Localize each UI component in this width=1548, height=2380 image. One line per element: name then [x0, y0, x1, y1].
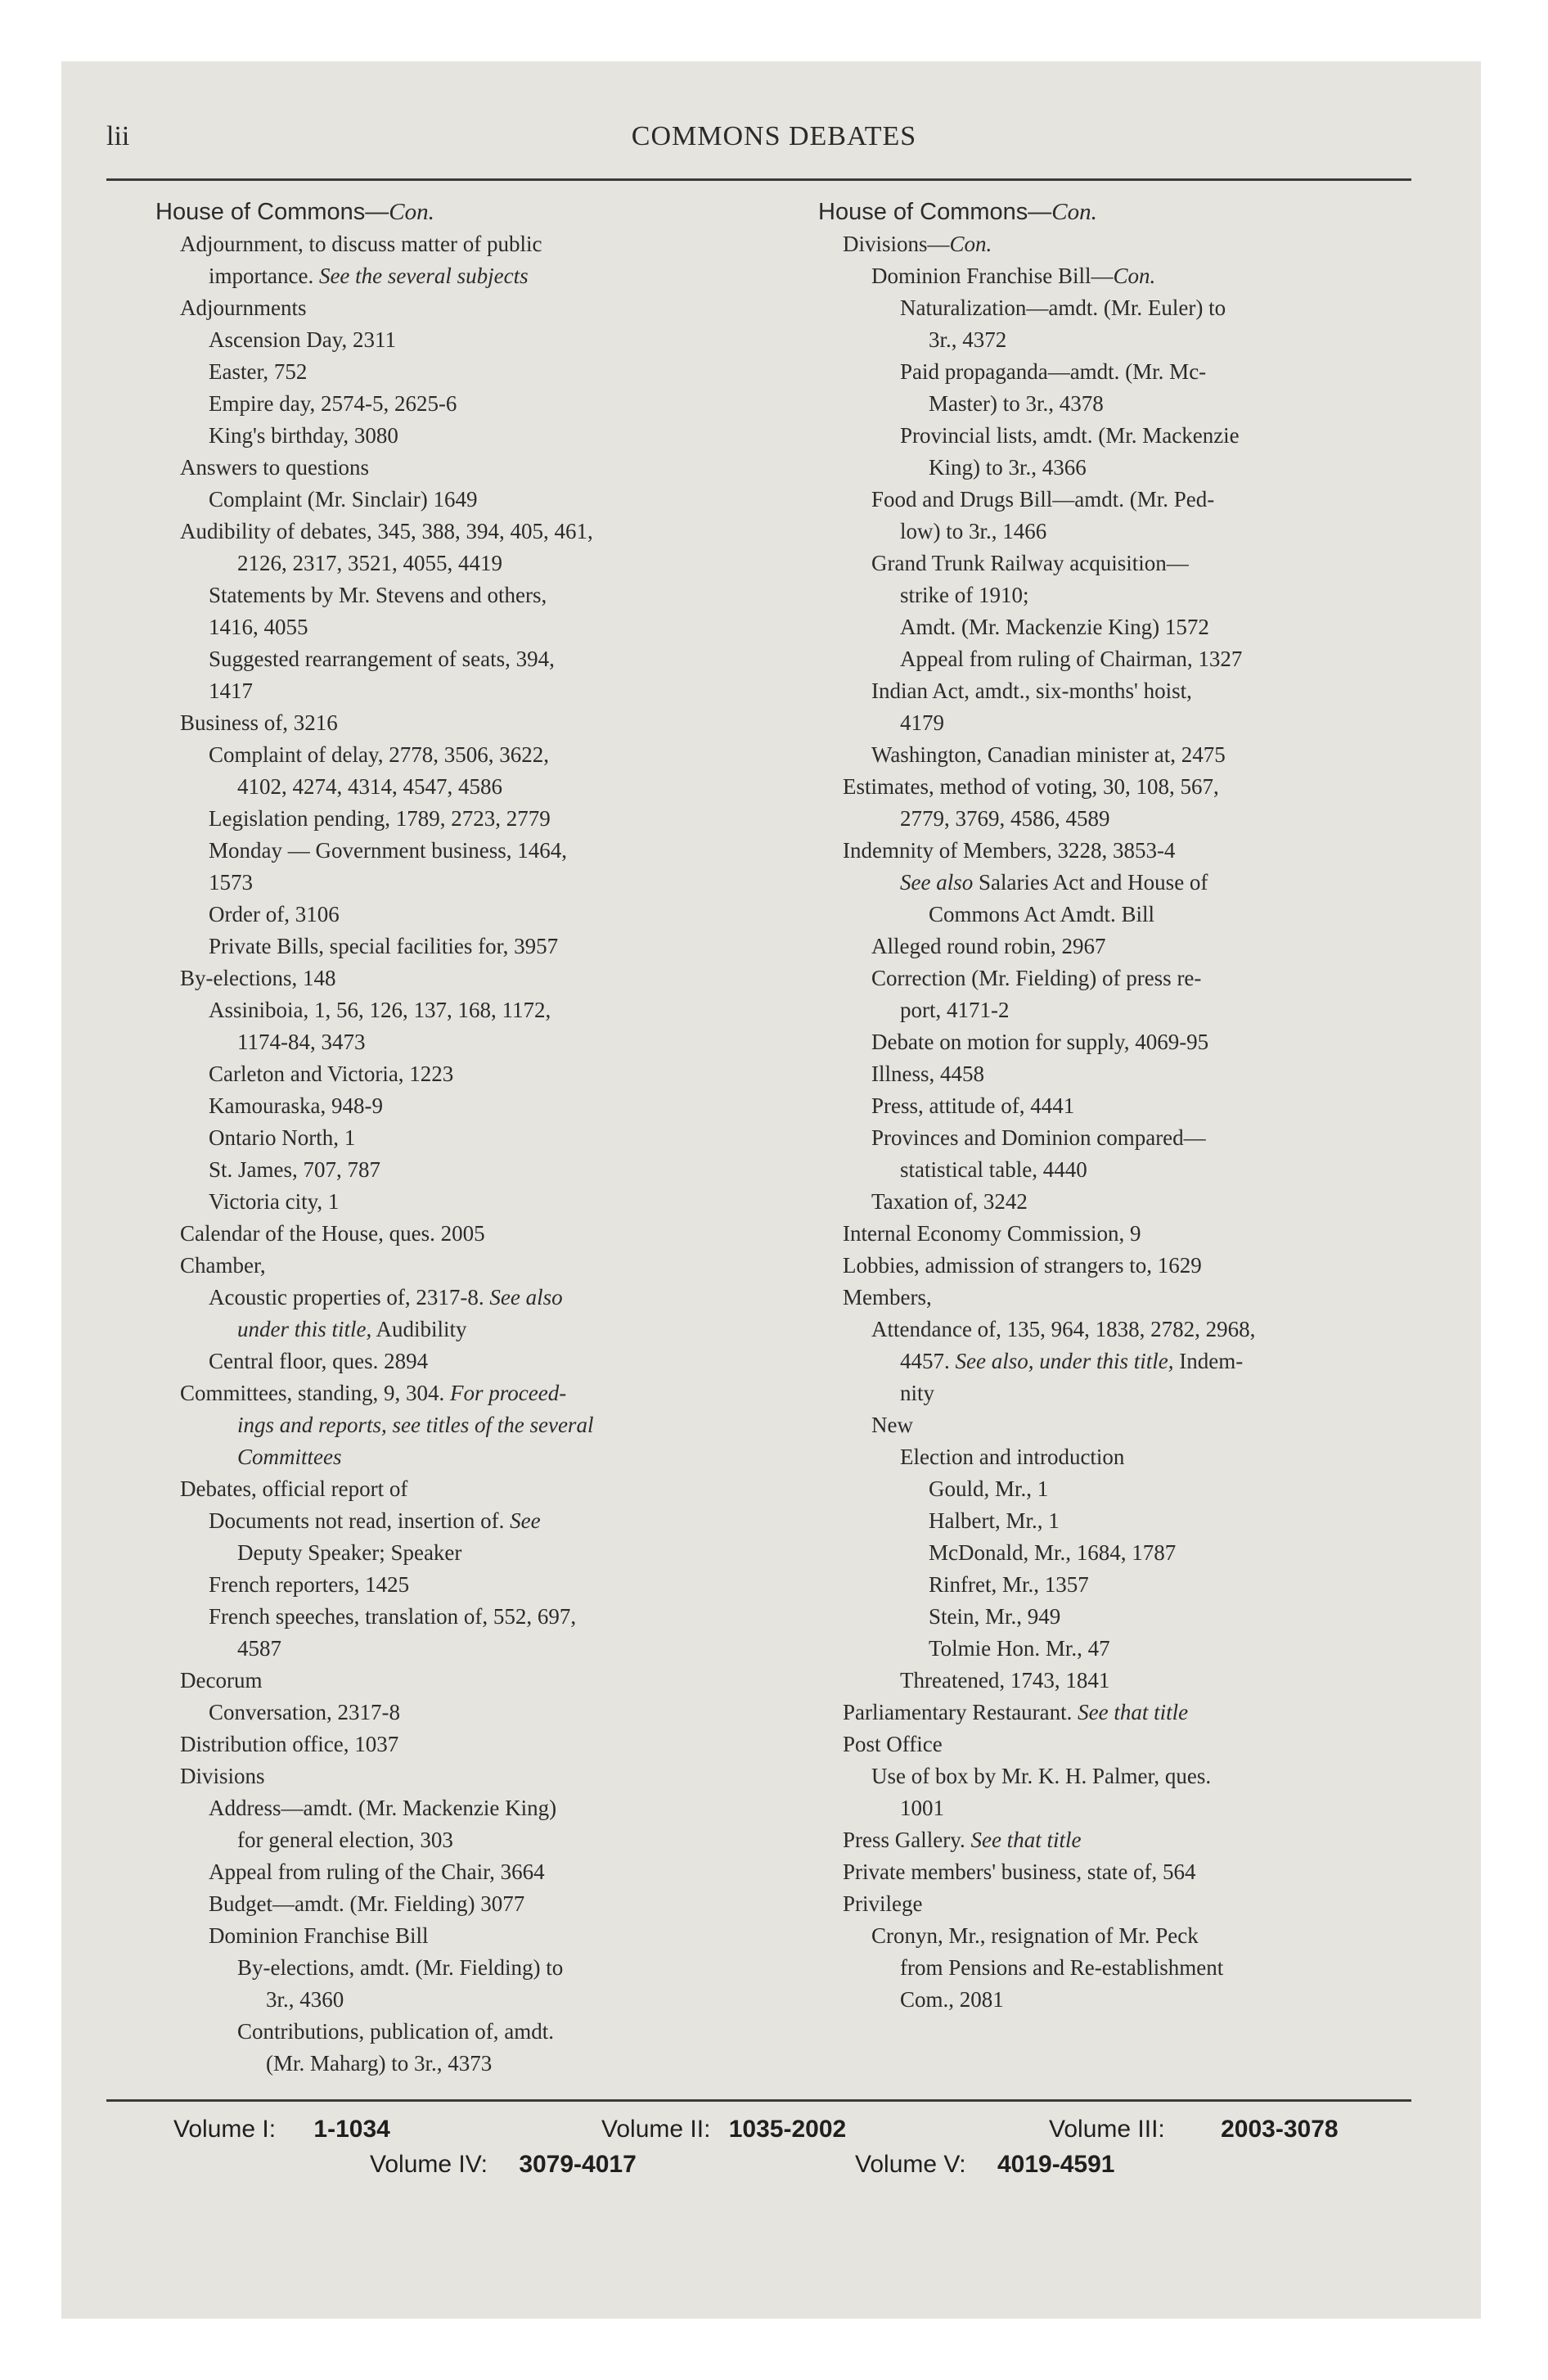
index-entry [818, 707, 1415, 739]
header-rule [106, 178, 1411, 181]
index-entry [155, 1984, 753, 2016]
entry-text: Salaries Act and House of [973, 870, 1208, 895]
index-entry [155, 1409, 753, 1441]
entry-text: 4102, 4274, 4314, 4547, 4586 [237, 774, 502, 799]
index-entry [155, 867, 753, 899]
entry-text: Indemnity of Members, 3228, 3853-4 [843, 838, 1176, 863]
entry-text: 1174-84, 3473 [237, 1030, 366, 1054]
entry-text: Adjournment, to discuss matter of public [180, 232, 542, 256]
index-entry [818, 1729, 1415, 1760]
index-entry [818, 388, 1415, 420]
entry-text: 3r., 4360 [266, 1987, 344, 2012]
entry-text: Washington, Canadian minister at, 2475 [871, 742, 1226, 767]
index-entry [155, 516, 753, 548]
entry-text: Legislation pending, 1789, 2723, 2779 [209, 806, 551, 831]
entry-text: New [871, 1413, 913, 1437]
volume-5-label: Volume V: [855, 2151, 966, 2178]
index-entry [818, 1473, 1415, 1505]
section-heading [155, 196, 753, 228]
index-entry [818, 1409, 1415, 1441]
right-column [818, 196, 1415, 2016]
entry-text: Tolmie Hon. Mr., 47 [929, 1636, 1110, 1661]
entry-text: Post Office [843, 1732, 943, 1756]
entry-text: By-elections, 148 [180, 966, 336, 990]
index-entry [818, 1920, 1415, 1952]
index-entry [155, 1441, 753, 1473]
volume-4-label: Volume IV: [370, 2151, 488, 2178]
entry-text: statistical table, 4440 [900, 1157, 1087, 1182]
volume-5 [855, 2151, 1114, 2179]
index-entry [155, 1952, 753, 1984]
entry-text: Members, [843, 1285, 932, 1309]
entry-italic: See also [484, 1285, 563, 1309]
index-entry [155, 2048, 753, 2080]
entry-text: 4587 [237, 1636, 281, 1661]
entry-text: Indian Act, amdt., six-months' hoist, [871, 678, 1192, 703]
index-entry [818, 771, 1415, 803]
volume-1 [173, 2116, 390, 2143]
entry-text: Illness, 4458 [871, 1062, 984, 1086]
index-entry [818, 1984, 1415, 2016]
index-entry [818, 484, 1415, 516]
entry-text: Suggested rearrangement of seats, 394, [209, 647, 555, 671]
entry-text: Provinces and Dominion compared— [871, 1125, 1206, 1150]
entry-text: Parliamentary Restaurant. [843, 1700, 1073, 1724]
entry-text: Use of box by Mr. K. H. Palmer, ques. [871, 1764, 1212, 1788]
entry-text: (Mr. Maharg) to 3r., 4373 [266, 2051, 493, 2076]
entry-text: Chamber, [180, 1253, 266, 1278]
entry-text: Alleged round robin, 2967 [871, 934, 1106, 958]
volume-3-label: Volume III: [1049, 2116, 1165, 2143]
index-entry [155, 1250, 753, 1282]
entry-text: Ascension Day, 2311 [209, 327, 396, 352]
index-entry [155, 1218, 753, 1250]
volume-2-label: Volume II: [601, 2116, 711, 2143]
entry-text: for general election, 303 [237, 1828, 453, 1852]
entry-text: Rinfret, Mr., 1357 [929, 1572, 1089, 1597]
index-entry [155, 388, 753, 420]
entry-text: Carleton and Victoria, 1223 [209, 1062, 454, 1086]
index-entry [155, 1601, 753, 1633]
entry-text: Budget—amdt. (Mr. Fielding) 3077 [209, 1891, 525, 1916]
index-entry [818, 835, 1415, 867]
index-entry [818, 1154, 1415, 1186]
index-entry [155, 1760, 753, 1792]
index-entry [155, 1505, 753, 1537]
entry-text: Com., 2081 [900, 1987, 1004, 2012]
index-entry [818, 356, 1415, 388]
entry-text: Internal Economy Commission, 9 [843, 1221, 1141, 1246]
entry-text: Calendar of the House, ques. 2005 [180, 1221, 485, 1246]
entry-text: McDonald, Mr., 1684, 1787 [929, 1540, 1177, 1565]
entry-text: 3r., 4372 [929, 327, 1007, 352]
entry-text: French reporters, 1425 [209, 1572, 410, 1597]
index-entry [818, 611, 1415, 643]
index-entry [155, 1154, 753, 1186]
entry-text: Halbert, Mr., 1 [929, 1508, 1060, 1533]
entry-text: Press Gallery. [843, 1828, 965, 1852]
index-entry [818, 739, 1415, 771]
continued-mark: Con. [1051, 199, 1097, 225]
index-entry [155, 803, 753, 835]
volume-2-range: 1035-2002 [728, 2116, 847, 2143]
index-entry [818, 1665, 1415, 1697]
entry-text: Commons Act Amdt. Bill [929, 902, 1155, 926]
index-entry [155, 1633, 753, 1665]
index-entry [155, 1314, 753, 1346]
index-entry [818, 1537, 1415, 1569]
entry-text: Address—amdt. (Mr. Mackenzie King) [209, 1796, 557, 1820]
index-entry [155, 324, 753, 356]
left-column [155, 196, 753, 2080]
index-entry [155, 899, 753, 931]
entry-text: 1573 [209, 870, 253, 895]
index-entry [818, 643, 1415, 675]
index-entry [818, 1186, 1415, 1218]
entry-text: Order of, 3106 [209, 902, 340, 926]
index-entry [155, 548, 753, 579]
entry-text: Privilege [843, 1891, 923, 1916]
entry-text: Divisions [180, 1764, 265, 1788]
volume-4 [370, 2151, 637, 2179]
entry-text: Acoustic properties of, 2317-8. [209, 1285, 484, 1309]
index-entry [818, 1441, 1415, 1473]
entry-text: Documents not read, insertion of. [209, 1508, 505, 1533]
index-entry [155, 1122, 753, 1154]
entry-text: Debate on motion for supply, 4069-95 [871, 1030, 1209, 1054]
volume-5-range: 4019-4591 [997, 2151, 1115, 2178]
index-entry [155, 1090, 753, 1122]
index-entry [155, 1729, 753, 1760]
entry-text: 2779, 3769, 4586, 4589 [900, 806, 1110, 831]
entry-text: Grand Trunk Railway acquisition— [871, 551, 1189, 575]
entry-text: Distribution office, 1037 [180, 1732, 399, 1756]
index-entry [155, 292, 753, 324]
entry-text: Paid propaganda—amdt. (Mr. Mc- [900, 359, 1207, 384]
entry-text: Gould, Mr., 1 [929, 1476, 1049, 1501]
entry-text: Empire day, 2574-5, 2625-6 [209, 391, 457, 416]
index-entry [818, 420, 1415, 452]
index-entry [155, 452, 753, 484]
index-entry [155, 260, 753, 292]
index-entry [818, 1122, 1415, 1154]
entry-text: Statements by Mr. Stevens and others, [209, 583, 547, 607]
index-entry [818, 1633, 1415, 1665]
volume-1-range: 1-1034 [313, 2116, 390, 2143]
entry-text: Dominion Franchise Bill [209, 1923, 429, 1948]
volume-3 [1049, 2116, 1339, 2143]
index-entry [818, 1282, 1415, 1314]
index-entry [155, 484, 753, 516]
entry-text: Deputy Speaker; Speaker [237, 1540, 462, 1565]
index-entry [818, 1058, 1415, 1090]
footer-rule [106, 2099, 1411, 2102]
index-entry [155, 1856, 753, 1888]
entry-text: Debates, official report of [180, 1476, 408, 1501]
entry-text: Victoria city, 1 [209, 1189, 340, 1214]
entry-text: port, 4171-2 [900, 998, 1010, 1022]
index-entry [155, 1665, 753, 1697]
entry-text: 4457. [900, 1349, 950, 1373]
entry-text: Business of, 3216 [180, 710, 338, 735]
index-entry [155, 1920, 753, 1952]
entry-text: Lobbies, admission of strangers to, 1629 [843, 1253, 1202, 1278]
index-entry [818, 1346, 1415, 1377]
entry-text: Taxation of, 3242 [871, 1189, 1028, 1214]
entry-text: Private Bills, special facilities for, 3957 [209, 934, 559, 958]
index-entry [818, 1505, 1415, 1537]
index-entry [155, 994, 753, 1026]
entry-text: Naturalization—amdt. (Mr. Euler) to [900, 295, 1226, 320]
index-entry [818, 675, 1415, 707]
entry-text: 2126, 2317, 3521, 4055, 4419 [237, 551, 502, 575]
entry-text: Kamouraska, 948-9 [209, 1093, 383, 1118]
entry-text: Easter, 752 [209, 359, 308, 384]
index-entry [155, 1186, 753, 1218]
entry-text: Provincial lists, amdt. (Mr. Mackenzie [900, 423, 1240, 448]
entry-text: Audibility [371, 1317, 467, 1341]
index-entry [155, 579, 753, 611]
section-heading [818, 196, 1415, 228]
entry-italic: See [504, 1508, 541, 1533]
entry-text: Complaint (Mr. Sinclair) 1649 [209, 487, 478, 512]
index-entry [818, 1824, 1415, 1856]
entry-text: strike of 1910; [900, 583, 1029, 607]
entry-text: Conversation, 2317-8 [209, 1700, 400, 1724]
entry-italic: See also, under this title, [949, 1349, 1174, 1373]
page-number: lii [106, 121, 130, 151]
index-entry [818, 452, 1415, 484]
index-entry [818, 899, 1415, 931]
index-entry [155, 931, 753, 962]
index-entry [818, 994, 1415, 1026]
entry-text: low) to 3r., 1466 [900, 519, 1047, 543]
index-entry [818, 1314, 1415, 1346]
index-entry [818, 1569, 1415, 1601]
index-entry [818, 1792, 1415, 1824]
index-entry [155, 707, 753, 739]
index-entry [818, 867, 1415, 899]
entry-text: Answers to questions [180, 455, 369, 480]
entry-text: Master) to 3r., 4378 [929, 391, 1104, 416]
entry-text: Central floor, ques. 2894 [209, 1349, 429, 1373]
index-entry [818, 1090, 1415, 1122]
index-entry [155, 356, 753, 388]
entry-text: Amdt. (Mr. Mackenzie King) 1572 [900, 615, 1209, 639]
entry-italic: See also [900, 870, 974, 895]
index-entry [818, 228, 1415, 260]
index-entry [818, 962, 1415, 994]
index-entry [155, 2016, 753, 2048]
entry-italic: See that title [1072, 1700, 1189, 1724]
index-entry [818, 1218, 1415, 1250]
entry-italic: ings and reports, see titles of the several [237, 1413, 594, 1437]
entry-text: Election and introduction [900, 1445, 1125, 1469]
entry-text: 1416, 4055 [209, 615, 308, 639]
index-entry [818, 1377, 1415, 1409]
entry-italic: Con. [949, 232, 992, 256]
entry-text: Audibility of debates, 345, 388, 394, 405, 461, [180, 519, 593, 543]
index-entry [155, 739, 753, 771]
index-entry [818, 292, 1415, 324]
index-entry [818, 1856, 1415, 1888]
entry-text: Threatened, 1743, 1841 [900, 1668, 1110, 1693]
index-entry [155, 228, 753, 260]
index-entry [818, 324, 1415, 356]
entry-text: House of Commons— [818, 199, 1052, 225]
index-entry [155, 1824, 753, 1856]
entry-text: Dominion Franchise Bill— [871, 264, 1114, 288]
index-entry [155, 771, 753, 803]
entry-text: 1001 [900, 1796, 944, 1820]
index-entry [155, 611, 753, 643]
entry-text: French speeches, translation of, 552, 697, [209, 1604, 577, 1629]
index-entry [818, 516, 1415, 548]
index-entry [155, 1697, 753, 1729]
entry-text: importance. [209, 264, 314, 288]
entry-text: Food and Drugs Bill—amdt. (Mr. Ped- [871, 487, 1215, 512]
entry-text: By-elections, amdt. (Mr. Fielding) to [237, 1955, 564, 1980]
index-entry [155, 675, 753, 707]
index-entry [818, 1952, 1415, 1984]
index-entry [818, 803, 1415, 835]
running-title: COMMONS DEBATES [631, 121, 917, 151]
index-entry [155, 1569, 753, 1601]
index-entry [818, 931, 1415, 962]
entry-text: Private members' business, state of, 564 [843, 1859, 1196, 1884]
index-entry [155, 643, 753, 675]
index-entry [818, 1250, 1415, 1282]
index-entry [155, 1537, 753, 1569]
entry-text: Decorum [180, 1668, 263, 1693]
entry-text: Press, attitude of, 4441 [871, 1093, 1075, 1118]
entry-italic: Committees [237, 1445, 342, 1469]
entry-text: House of Commons— [155, 199, 389, 225]
index-entry [155, 1058, 753, 1090]
entry-text: 1417 [209, 678, 253, 703]
entry-text: King's birthday, 3080 [209, 423, 398, 448]
index-entry [818, 1026, 1415, 1058]
index-entry [818, 579, 1415, 611]
index-entry [818, 1697, 1415, 1729]
entry-text: Ontario North, 1 [209, 1125, 356, 1150]
continued-mark: Con. [389, 199, 434, 225]
entry-text: St. James, 707, 787 [209, 1157, 381, 1182]
entry-text: Estimates, method of voting, 30, 108, 567, [843, 774, 1219, 799]
entry-text: King) to 3r., 4366 [929, 455, 1087, 480]
volume-1-label: Volume I: [173, 2116, 277, 2143]
index-entry [818, 1760, 1415, 1792]
index-entry [155, 1282, 753, 1314]
entry-text: 4179 [900, 710, 944, 735]
entry-text: Monday — Government business, 1464, [209, 838, 567, 863]
index-entry [155, 1473, 753, 1505]
index-entry [155, 1346, 753, 1377]
entry-text: Complaint of delay, 2778, 3506, 3622, [209, 742, 549, 767]
index-entry [818, 1888, 1415, 1920]
index-entry [155, 1377, 753, 1409]
entry-text: Contributions, publication of, amdt. [237, 2019, 554, 2044]
index-entry [818, 260, 1415, 292]
index-entry [155, 1026, 753, 1058]
index-entry [155, 1888, 753, 1920]
entry-text: Indem- [1173, 1349, 1244, 1373]
volume-3-range: 2003-3078 [1221, 2116, 1339, 2143]
entry-text: Appeal from ruling of the Chair, 3664 [209, 1859, 545, 1884]
entry-text: Stein, Mr., 949 [929, 1604, 1061, 1629]
entry-text: Correction (Mr. Fielding) of press re- [871, 966, 1202, 990]
entry-italic: Con. [1113, 264, 1156, 288]
entry-italic: See that title [965, 1828, 1082, 1852]
index-entry [155, 1792, 753, 1824]
entry-text: Appeal from ruling of Chairman, 1327 [900, 647, 1243, 671]
entry-text: Assiniboia, 1, 56, 126, 137, 168, 1172, [209, 998, 551, 1022]
entry-italic: For proceed- [444, 1381, 567, 1405]
entry-text: Committees, standing, 9, 304. [180, 1381, 445, 1405]
index-entry [155, 962, 753, 994]
entry-italic: under this title, [237, 1317, 372, 1341]
entry-text: Divisions— [843, 232, 950, 256]
entry-text: from Pensions and Re-establishment [900, 1955, 1224, 1980]
volume-2 [601, 2116, 846, 2143]
entry-text: nity [900, 1381, 935, 1405]
index-entry [155, 835, 753, 867]
index-entry [818, 1601, 1415, 1633]
index-entry [818, 548, 1415, 579]
entry-text: Cronyn, Mr., resignation of Mr. Peck [871, 1923, 1199, 1948]
volume-4-range: 3079-4017 [519, 2151, 637, 2178]
entry-text: Attendance of, 135, 964, 1838, 2782, 2968, [871, 1317, 1256, 1341]
entry-text: Adjournments [180, 295, 307, 320]
entry-italic: See the several subjects [313, 264, 529, 288]
index-entry [155, 420, 753, 452]
